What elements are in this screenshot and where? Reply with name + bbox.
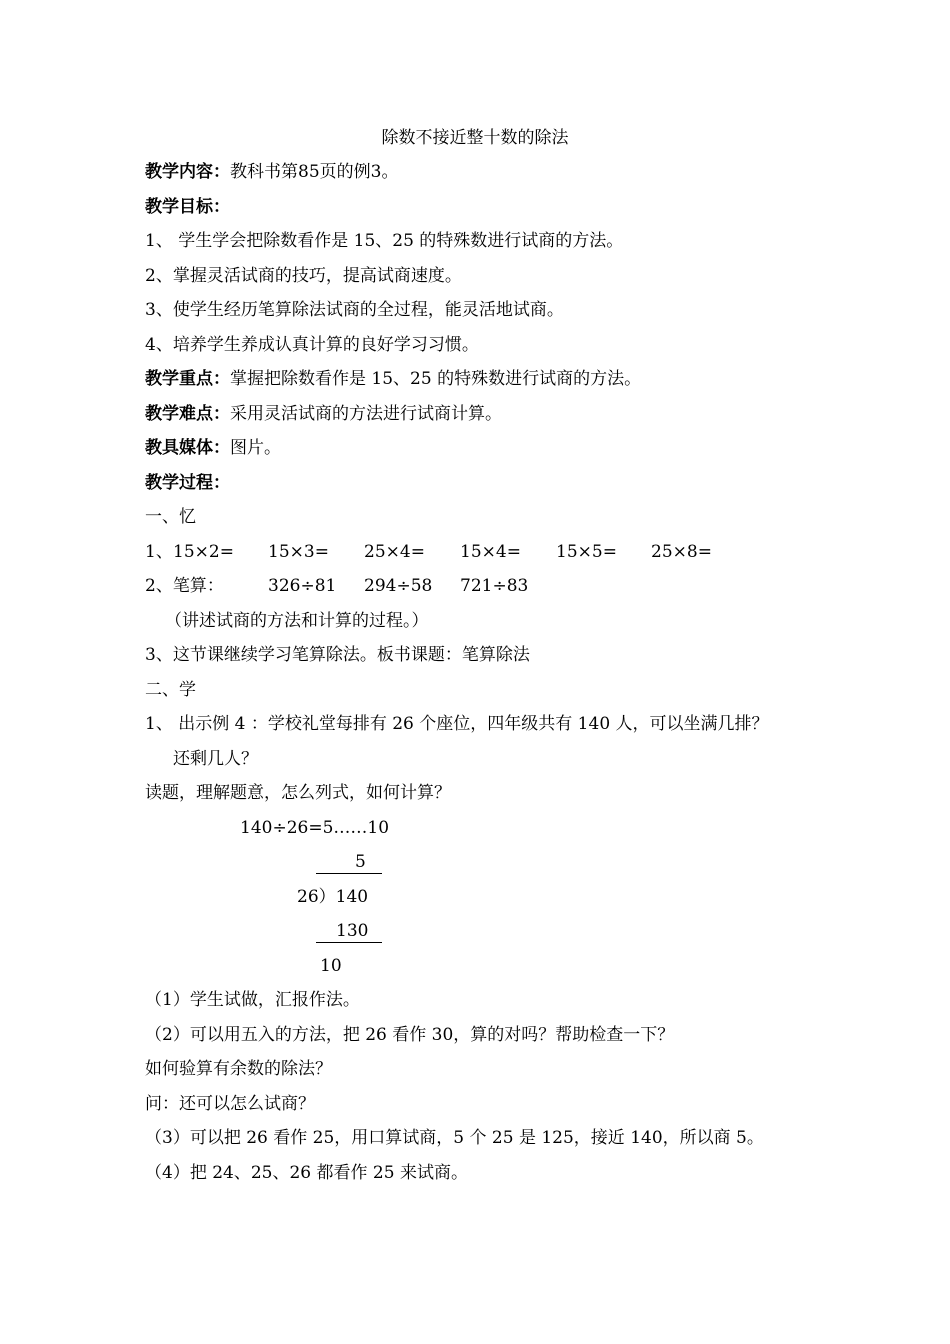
division-equation: 140÷26=5……10: [240, 818, 390, 838]
section1-note: （讲述试商的方法和计算的过程。）: [165, 611, 429, 631]
step-line: （3）可以把 26 看作 25，用口算试商，5 个 25 是 125，接近 140，所以商 5。: [145, 1128, 764, 1148]
division-quotient: 5: [355, 852, 366, 872]
written-calc-item: 721÷83: [460, 576, 529, 596]
content-text: 教科书第85页的例3。: [230, 162, 399, 182]
goals-label: 教学目标：: [145, 197, 230, 217]
example-prompt: 读题，理解题意，怎么列式，如何计算？: [145, 783, 451, 803]
oral-calc-item: 25×4=: [364, 542, 425, 562]
oral-calc-item: 15×5=: [556, 542, 617, 562]
example-line-continued: 还剩几人？: [173, 749, 258, 769]
oral-calc-item: 15×2=: [173, 542, 234, 562]
oral-calc-item: 25×8=: [651, 542, 712, 562]
step-line: 如何验算有余数的除法？: [145, 1059, 332, 1079]
written-calc-item: 326÷81: [268, 576, 337, 596]
goal-item: 4、培养学生养成认真计算的良好学习习惯。: [145, 335, 479, 355]
division-remainder: 10: [320, 956, 342, 976]
content-line: [145, 161, 398, 183]
division-subtract-line: [316, 942, 382, 943]
section1-heading: 一、忆: [145, 507, 196, 527]
difficulty-line: [145, 403, 502, 425]
difficulty-label: 教学难点：: [145, 404, 230, 424]
process-label: 教学过程：: [145, 473, 230, 493]
written-calc-prefix: 2、笔算：: [145, 576, 224, 596]
written-calc-item: 294÷58: [364, 576, 433, 596]
oral-calc-prefix: 1、: [145, 542, 173, 562]
goal-item: 1、 学生学会把除数看作是 15、25 的特殊数进行试商的方法。: [145, 231, 624, 251]
key-line: [145, 368, 641, 390]
media-label: 教具媒体：: [145, 438, 230, 458]
key-text: 掌握把除数看作是 15、25 的特殊数进行试商的方法。: [230, 369, 642, 389]
media-text: 图片。: [230, 438, 281, 458]
process-heading: [145, 472, 230, 494]
step-line: （4）把 24、25、26 都看作 25 来试商。: [145, 1163, 468, 1183]
division-product: 130: [336, 921, 369, 941]
document-title: 除数不接近整十数的除法: [381, 128, 569, 148]
oral-calc-item: 15×3=: [268, 542, 329, 562]
oral-calc-item: 15×4=: [460, 542, 521, 562]
division-divisor-dividend: 26）140: [297, 887, 369, 907]
media-line: [145, 437, 281, 459]
content-label: 教学内容：: [145, 162, 230, 182]
difficulty-text: 采用灵活试商的方法进行试商计算。: [230, 404, 502, 424]
step-line: （1）学生试做，汇报作法。: [145, 990, 360, 1010]
example-line: 1、 出示例 4 ：学校礼堂每排有 26 个座位，四年级共有 140 人，可以坐满几排？: [145, 714, 769, 734]
goals-heading: [145, 196, 230, 218]
section2-heading: 二、学: [145, 680, 196, 700]
goal-item: 2、掌握灵活试商的技巧，提高试商速度。: [145, 266, 462, 286]
section1-line3: 3、这节课继续学习笔算除法。板书课题：笔算除法: [145, 645, 530, 665]
goal-item: 3、使学生经历笔算除法试商的全过程，能灵活地试商。: [145, 300, 564, 320]
key-label: 教学重点：: [145, 369, 230, 389]
step-line: （2）可以用五入的方法，把 26 看作 30，算的对吗？帮助检查一下？: [145, 1025, 675, 1045]
step-line: 问：还可以怎么试商？: [145, 1094, 315, 1114]
division-bar: [316, 873, 382, 874]
